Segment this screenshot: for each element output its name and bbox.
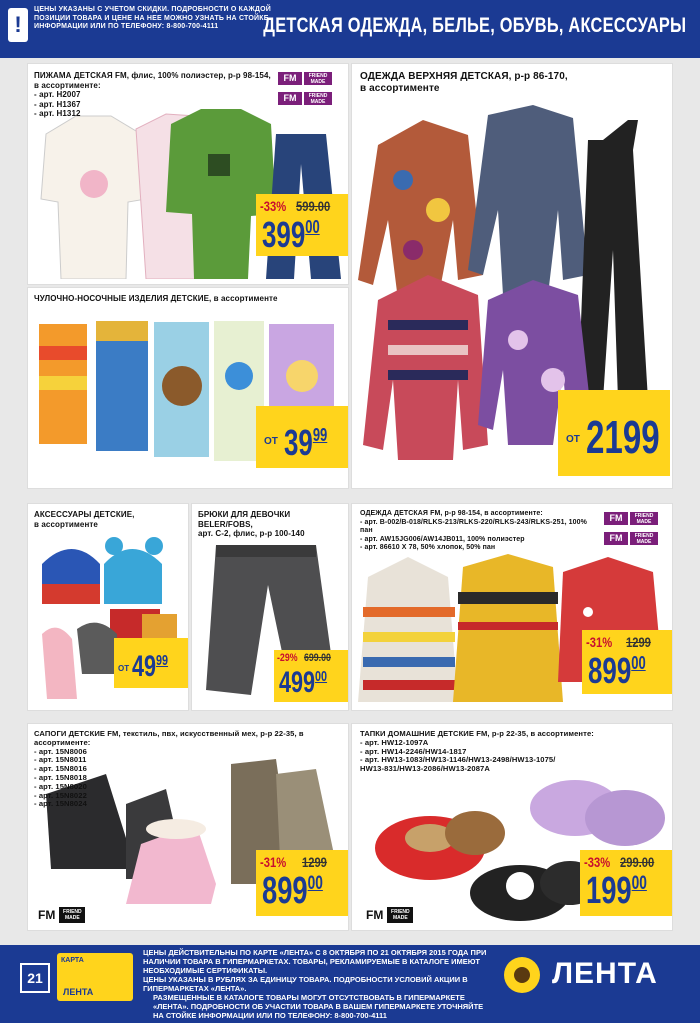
current-price: $39^{99}$ — [284, 422, 328, 463]
brand-logo-fm: FM FRIEND MADE — [366, 907, 413, 923]
product-title: ОДЕЖДА ВЕРХНЯЯ ДЕТСКАЯ, р-р 86-170, — [360, 71, 568, 82]
product-title: САПОГИ ДЕТСКИЕ FM, текстиль, пвх, искусственный мех, р-р 22-35, в ассортименте: — [34, 729, 304, 747]
current-price: 2199 — [586, 411, 660, 463]
article-line: - арт. 15N8011 — [34, 755, 87, 765]
price-from-label: ОТ — [118, 664, 130, 673]
article-line: - арт. AW15JG006/AW14JB011, 100% полиэстер — [360, 535, 525, 543]
product-title: ТАПКИ ДОМАШНИЕ ДЕТСКИЕ FM, р-р 22-35, в ассортименте: — [360, 729, 594, 738]
article-line: - арт. В-002/В-018/RLKS-213/RLKS-220/RLKS-243/RLKS-251, 100% пан — [360, 518, 587, 535]
lenta-logo: ЛЕНТА — [500, 953, 695, 997]
price-tag — [256, 194, 348, 256]
article-line: - арт. 15N8020 — [34, 781, 87, 791]
price-tag — [274, 650, 348, 702]
product-subtitle: арт. С-2, флис, р-р 100-140 — [198, 529, 305, 538]
product-title: БРЮКИ ДЛЯ ДЕВОЧКИ BELER/FOBS, — [198, 510, 291, 529]
current-price: $899^{00}$ — [588, 650, 646, 691]
price-from-label: ОТ — [566, 434, 580, 445]
price-tag — [114, 638, 188, 688]
discount-label: -31% — [260, 854, 287, 870]
article-line: - арт. 15N8024 — [34, 799, 87, 809]
product-card-accessories[interactable] — [28, 504, 188, 710]
sunflower-icon — [500, 953, 544, 997]
page-header — [0, 0, 700, 58]
price-tag — [256, 850, 348, 916]
article-line: - арт. 15N8018 — [34, 772, 87, 782]
old-price: 1299 — [302, 854, 327, 870]
product-card-hosiery[interactable] — [28, 288, 348, 488]
discount-label: -33% — [260, 198, 287, 214]
article-line: - арт. H2007 — [34, 90, 81, 99]
footer-disclaimer: ЦЕНЫ ДЕЙСТВИТЕЛЬНЫ ПО КАРТЕ «ЛЕНТА» С 8 ОКТЯБРЯ ПО 21 ОКТЯБРЯ 2015 ГОДА ПРИ НАЛИЧИИ ТОВАРА В ГИПЕРМАРКЕТАХ. ТОВАРЫ, РЕКЛАМИРУЕМЫЕ В КАТАЛОГЕ ИМЕЮТ НЕОБХОДИМЫЕ СЕРТИФИКАТЫ. ЦЕНЫ УКАЗАНЫ В РУБЛЯХ ЗА ЕДИНИЦУ ТОВАРА. ПОДРОБНОСТИ УСЛОВИЙ АКЦИИ В ГИПЕРМАРКЕТАХ «ЛЕНТА». РАЗМЕЩЕННЫЕ В КАТАЛОГЕ ТОВАРЫ МОГУТ ОТСУТСТВОВАТЬ В ГИПЕРМАРКЕТЕ «ЛЕНТА». ПОДРОБНОСТИ ОБ УЧАСТИИ ТОВАРА В ВАШЕМ ГИПЕРМАРКЕТЕ УТОЧНЯЙТЕ НА СТОЙКЕ ИНФОРМАЦИИ ИЛИ ПО ТЕЛЕФОНУ: 8-800-700-4111 — [143, 948, 487, 1020]
product-card-slippers[interactable] — [352, 724, 672, 930]
product-title: ПИЖАМА ДЕТСКАЯ FM, флис, 100% полиэстер, р-р 98-154, — [34, 71, 271, 80]
price-tag — [582, 630, 672, 694]
brand-badge: FM FRIEND MADE — [278, 92, 332, 105]
article-line: - арт. HW13-1083/HW13-1146/HW13-2498/HW13-1075/ — [360, 755, 556, 765]
product-title: ЧУЛОЧНО-НОСОЧНЫЕ ИЗДЕЛИЯ ДЕТСКИЕ, в ассортименте — [34, 294, 278, 303]
brand-logo-fm: FM FRIEND MADE — [38, 907, 85, 923]
discount-label: -29% — [277, 652, 298, 664]
article-line: - арт. 15N8006 — [34, 746, 87, 756]
current-price: $49^{99}$ — [132, 650, 169, 683]
current-price: $899^{00}$ — [262, 870, 323, 912]
product-title: ОДЕЖДА ДЕТСКАЯ FM, р-р 98-154, в ассортименте: — [360, 510, 543, 517]
article-line: - арт. 15N8016 — [34, 764, 87, 774]
page-title: ДЕТСКАЯ ОДЕЖДА, БЕЛЬЕ, ОБУВЬ, АКСЕССУАРЫ — [262, 14, 686, 37]
price-tag — [558, 390, 670, 476]
brand-badge: FM FRIEND MADE — [604, 532, 658, 545]
product-subtitle: в ассортименте: — [34, 80, 101, 90]
current-price: $399^{00}$ — [262, 214, 320, 255]
article-line: - арт. H1312 — [34, 109, 81, 118]
article-line: - арт. 86610 Х 78, 50% хлопок, 50% пан — [360, 544, 496, 552]
old-price: 599.00 — [296, 198, 331, 214]
old-price: 699.00 — [304, 652, 331, 664]
article-line: - арт. H1367 — [34, 99, 81, 109]
product-card-clothes[interactable] — [352, 504, 672, 710]
product-card-pajama[interactable] — [28, 64, 348, 284]
old-price: 299.00 — [620, 854, 655, 870]
old-price: 1299 — [626, 634, 651, 650]
current-price: $199^{00}$ — [586, 870, 647, 912]
product-card-pants[interactable] — [192, 504, 348, 710]
brand-badge: FM FRIEND MADE — [604, 512, 658, 525]
exclamation-icon: ! — [8, 8, 28, 42]
page-number: 21 — [20, 963, 50, 993]
price-from-label: ОТ — [264, 436, 278, 447]
loyalty-card-image: КАРТА ЛЕНТА — [57, 953, 133, 1001]
page-footer — [0, 945, 700, 1023]
article-line: - арт. 15N8022 — [34, 790, 87, 800]
brand-badge: FM FRIEND MADE — [278, 72, 332, 85]
product-card-boots[interactable] — [28, 724, 348, 930]
article-line: HW13-831/HW13-2086/HW13-2087A — [360, 764, 490, 774]
product-subtitle: в ассортименте — [360, 83, 440, 94]
product-title: АКСЕССУАРЫ ДЕТСКИЕ, — [34, 510, 135, 519]
discount-label: -31% — [586, 634, 613, 650]
product-card-outerwear[interactable] — [352, 64, 672, 488]
discount-label: -33% — [584, 854, 611, 870]
current-price: $499^{00}$ — [279, 666, 328, 699]
header-note: ЦЕНЫ УКАЗАНЫ С УЧЕТОМ СКИДКИ. ПОДРОБНОСТИ О КАЖДОЙ ПОЗИЦИИ ТОВАРА И ЦЕНЕ НА НЕЕ МОЖНО УЗНАТЬ НА СТОЙКЕ ИНФОРМАЦИИ ИЛИ ПО ТЕЛЕФОНУ: 8-800-700-4111 — [34, 6, 271, 30]
price-tag — [580, 850, 672, 916]
article-line: - арт. HW14-2246/HW14-1817 — [360, 746, 467, 756]
product-subtitle: в ассортименте — [34, 519, 98, 529]
price-tag — [256, 406, 348, 468]
article-line: - арт. HW12-1097A — [360, 737, 429, 747]
